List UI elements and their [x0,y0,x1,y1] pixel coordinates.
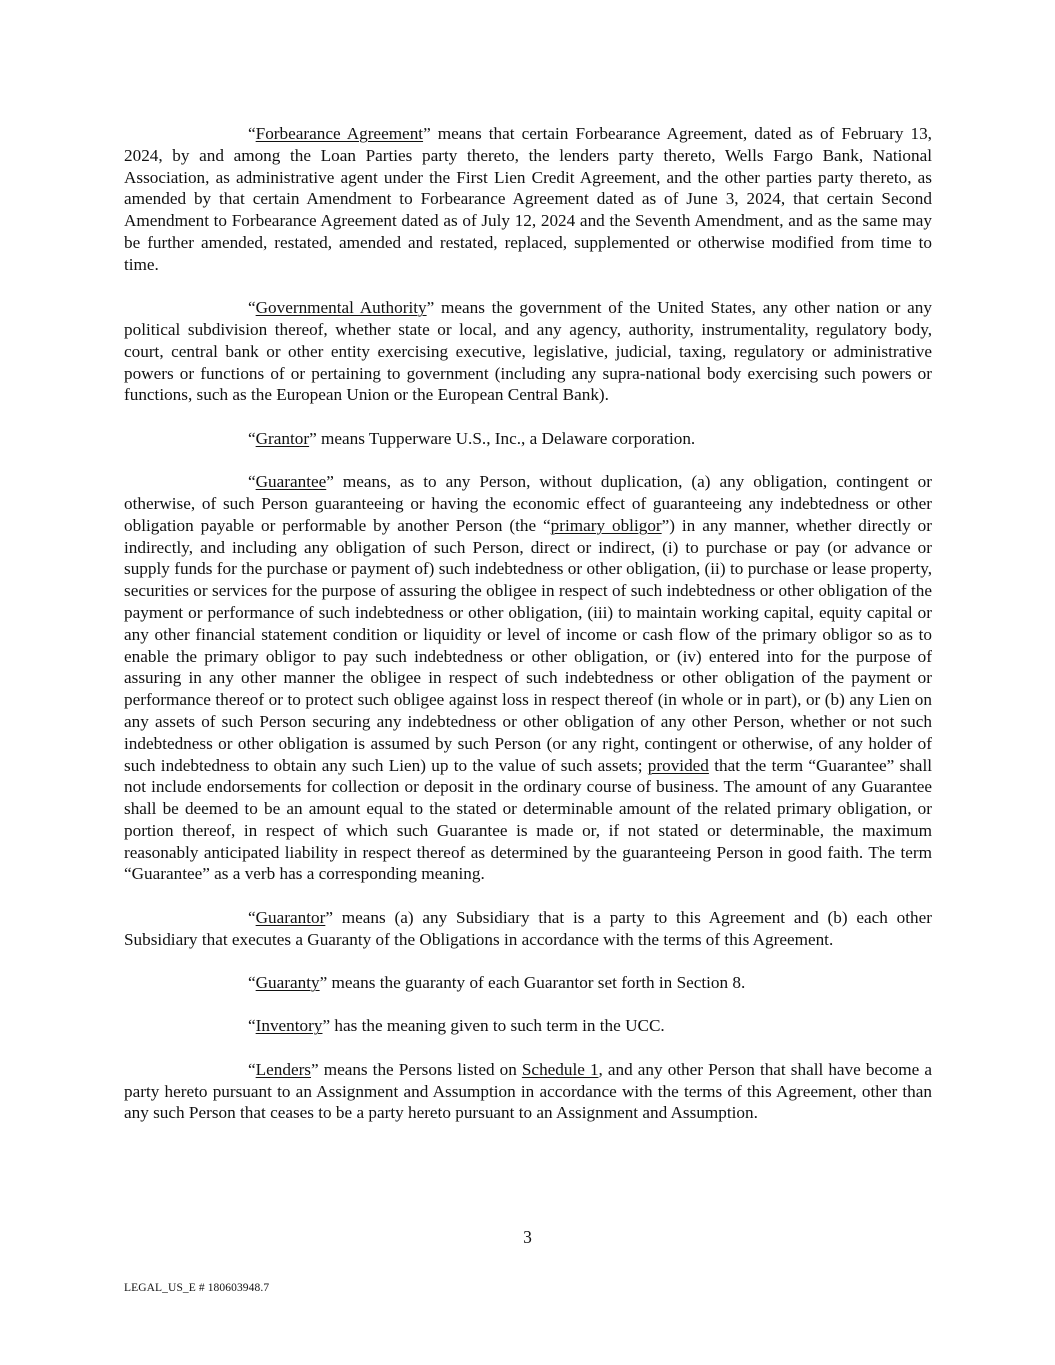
definition-text: ”) in any manner, whether directly or indirectly, and including any obligation of such Person, direct or indirect, (i) to purchase or pay (or advance or supply funds for the purchase or payment of) such indebtedness or other obligation, (ii) to purchase or lease property, securities or services for the purpose of assuring the obligee in respect of such indebtedness or other obligation of the payment or performance of such indebtedness or other obligation, (iii) to maintain working capital, equity capital or any other financial statement condition or liquidity or level of income or cash flow of the primary obligor so as to enable the primary obligor to pay such indebtedness or other obligation, or (iv) entered into for the purpose of assuring in any other manner the obligee in respect of such indebtedness or other obligation of the payment or performance thereof or to protect such obligee against loss in respect thereof (in whole or in part), or (b) any Lien on any assets of such Person securing any indebtedness or other obligation of any other Person, whether or not such indebtedness or other obligation is assumed by such Person (or any right, contingent or otherwise, of any holder of such indebtedness to obtain any such Lien) up to the value of such assets; [124,515,932,775]
open-quote: “ [248,124,256,143]
defined-term: Guaranty [255,973,320,993]
defined-term: Forbearance Agreement [255,124,424,143]
definition-text: ” means the Persons listed on [311,1059,522,1079]
defined-term: Inventory [255,1016,323,1036]
definition-guarantee [124,471,932,885]
definition-guaranty [124,972,932,994]
definition-forbearance-agreement [124,123,932,276]
document-body [124,123,932,1146]
defined-term: Guarantee [255,472,327,492]
page-number: 3 [523,1227,532,1247]
definition-governmental-authority [124,297,932,406]
definition-grantor [124,428,932,450]
definition-text: ” means (a) any Subsidiary that is a party to this Agreement and (b) each other Subsidiary that executes a Guaranty of the Obligations in accordance with the terms of this Agreement. [124,907,932,949]
definition-text: ” means the government of the United States, any other nation or any political subdivision thereof, whether state or local, and any agency, authority, instrumentality, regulatory body, court, central bank or other entity exercising executive, legislative, judicial, taxing, regulatory or administrative powers or functions of or pertaining to government (including any supra-national body exercising such powers or functions, such as the European Union or the European Central Bank). [124,298,932,405]
defined-term-primary-obligor: primary obligor [550,515,662,535]
definition-inventory [124,1015,932,1037]
open-quote: “ [248,1016,256,1036]
defined-term: Lenders [255,1059,311,1079]
open-quote: “ [248,907,256,927]
defined-term: Grantor [255,428,310,448]
open-quote: “ [248,1059,256,1079]
open-quote: “ [248,428,256,448]
definition-text: ” has the meaning given to such term in the UCC. [322,1016,665,1036]
definition-text: that the term “Guarantee” shall not include endorsements for collection or deposit in the ordinary course of business. The amount of any Guarantee shall be deemed to be an amount equal to the stated or determinable amount of the related primary obligation, or portion thereof, in respect of which such Guarantee is made or, if not stated or determinable, the maximum reasonably anticipated liability in respect thereof as determined by the guaranteeing Person in good faith. The term “Guarantee” as a verb has a corresponding meaning. [124,755,932,884]
document-id: LEGAL_US_E # 180603948.7 [124,1282,270,1294]
defined-term: Governmental Authority [255,298,427,318]
definition-text: ” means the guaranty of each Guarantor set forth in Section 8. [319,973,746,993]
open-quote: “ [248,472,256,492]
definition-text: ” means, as to any Person, without duplication, (a) any obligation, contingent or otherwise, of such Person guaranteeing or having the economic effect of guaranteeing any indebtedness or other obligation payable or performable by another Person (the “ [124,472,932,535]
defined-term: Guarantor [255,907,326,927]
open-quote: “ [248,973,256,993]
proviso-term: provided [647,755,709,775]
schedule-reference: Schedule 1 [521,1059,599,1079]
definition-text: , and any other Person that shall have become a party hereto pursuant to an Assignment and Assumption in accordance with the terms of this Agreement, other than any such Person that ceases to be a party hereto pursuant to an Assignment and Assumption. [124,1059,932,1123]
definition-guarantor [124,907,932,951]
open-quote: “ [248,298,256,318]
definition-text: ” means that certain Forbearance Agreement, dated as of February 13, 2024, by and among the Loan Parties party thereto, the lenders party thereto, Wells Fargo Bank, National Association, as administrative agent under the First Lien Credit Agreement, and the other parties party thereto, as amended by that certain Amendment to Forbearance Agreement dated as of June 3, 2024, that certain Second Amendment to Forbearance Agreement dated as of July 12, 2024 and the Seventh Amendment, and as the same may be further amended, restated, amended and restated, replaced, supplemented or otherwise modified from time to time. [124,124,932,274]
definition-text: ” means Tupperware U.S., Inc., a Delaware corporation. [309,428,696,448]
definition-lenders [124,1059,932,1124]
